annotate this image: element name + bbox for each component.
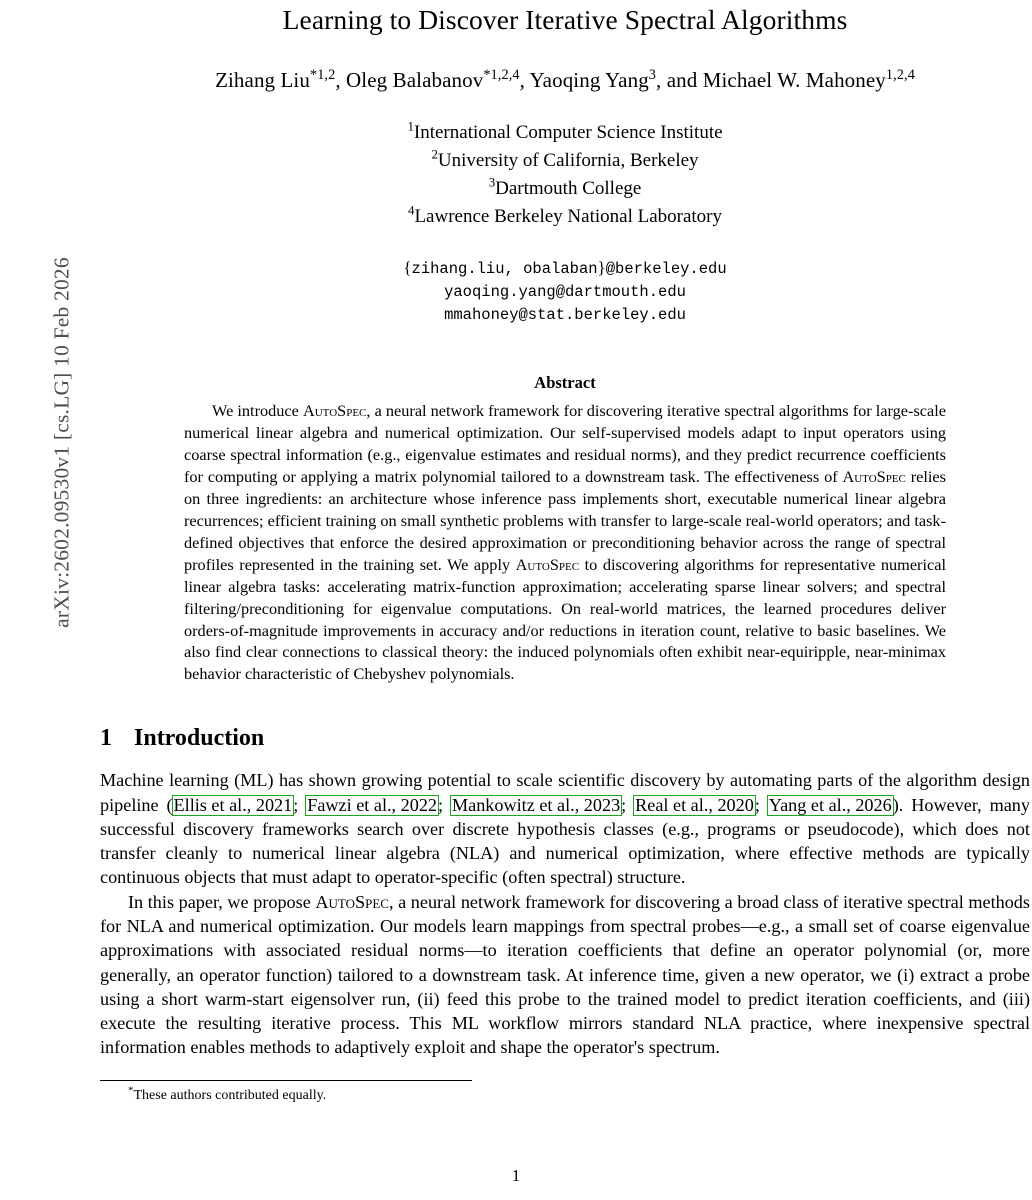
arxiv-stamp: arXiv:2602.09530v1 [cs.LG] 10 Feb 2026 xyxy=(49,257,74,628)
affiliation-3-name: Dartmouth College xyxy=(495,177,642,199)
affiliation-2-name: University of California, Berkeley xyxy=(437,149,699,171)
text-run: We introduce xyxy=(212,401,303,421)
abstract-block xyxy=(184,373,946,685)
affiliation-4 xyxy=(100,203,1030,231)
email-line-3: mmahoney@stat.berkeley.edu xyxy=(444,306,686,325)
email-line-2: yaoqing.yang@dartmouth.edu xyxy=(444,282,686,301)
footnote-text: These authors contributed equally. xyxy=(133,1087,327,1103)
affiliation-3-num: 3 xyxy=(488,174,496,190)
brace-open: { xyxy=(403,257,412,277)
page-title: Learning to Discover Iterative Spectral Algorithms xyxy=(282,4,848,35)
paper-content xyxy=(100,0,1030,1105)
email-group-domain: @berkeley.edu xyxy=(605,259,727,278)
author-4-marks: 1,2,4 xyxy=(885,67,915,83)
citation-link[interactable]: Fawzi et al., 2022 xyxy=(307,794,438,815)
affiliation-2-num: 2 xyxy=(431,146,438,162)
paragraph-intro-2 xyxy=(100,890,1030,1060)
author-4-name: Michael W. Mahoney xyxy=(702,68,886,92)
term-autospec: AutoSpec xyxy=(315,891,389,912)
citation-link[interactable]: Ellis et al., 2021 xyxy=(173,794,293,815)
affiliation-1 xyxy=(100,119,1030,147)
footnote-marker: * xyxy=(128,1084,134,1097)
text-run: relies on three ingredients: an architecture whose inference pass implements short, executable numerical linear algebra recurrences; efficient training on small synthetic problems with transfer to large-scale real-world operators; and task-defined objectives that enforce the desired approximation or preconditioning behavior across the range of spectral profiles represented in the training set. We apply xyxy=(184,467,946,574)
term-autospec: AutoSpec xyxy=(302,401,367,421)
author-list: Zihang Liu$^{*1,2}$, Oleg Balabanov$^{*1,2,4}$, Yaoqing Yang$^3$, and Michael W. Mahoney$^{1,2,4}$ xyxy=(215,67,915,92)
page-number: 1 xyxy=(511,1166,521,1185)
text-run: to discovering algorithms for representative numerical linear algebra tasks: accelerating matrix-function approximation; accelerating sparse linear solvers; and spectral filtering/preconditioning for eigenvalue computations. On real-world matrices, the learned procedures deliver orders-of-magnitude improvements in accuracy and/or reductions in iteration count, relative to basic baselines. We also find clear connections to classical theory: the induced polynomials often exhibit near-equiripple, near-minimax behavior characteristic of Chebyshev polynomials. xyxy=(184,554,946,684)
brace-close: } xyxy=(597,257,606,277)
abstract-text xyxy=(184,400,946,685)
email-group-names: zihang.liu, obalaban xyxy=(411,259,598,278)
paragraph-intro-1 xyxy=(100,768,1030,889)
footnote-divider xyxy=(100,1080,472,1081)
affiliation-4-name: Lawrence Berkeley National Laboratory xyxy=(414,205,722,227)
text-run: ; xyxy=(754,794,768,815)
affiliation-3 xyxy=(100,175,1030,203)
text-run: ; xyxy=(621,794,635,815)
term-autospec: AutoSpec xyxy=(842,467,906,487)
section-heading-introduction xyxy=(100,725,1030,752)
section-number: 1 xyxy=(100,725,112,752)
section-title: Introduction xyxy=(134,725,265,752)
text-run: ). However, many successful discovery frameworks search over discrete hypothesis classes (e.g., programs or pseudocode), which does not transfer cleanly to numerical linear algebra (NLA) and numerical optimization, where effective methods are typically continuous objects that must adapt to operator-specific (often spectral) structure. xyxy=(100,794,1030,888)
affiliation-4-num: 4 xyxy=(408,202,415,218)
text-run: In this paper, we propose xyxy=(128,891,316,912)
email-line-1 xyxy=(100,255,1030,281)
author-1-marks: *1,2 xyxy=(309,67,336,83)
abstract-heading: Abstract xyxy=(534,373,596,393)
text-run: ; xyxy=(438,794,451,815)
footnote xyxy=(100,1084,1030,1105)
author-3-marks: 3 xyxy=(648,67,657,83)
citation-link[interactable]: Real et al., 2020 xyxy=(635,794,754,815)
text-run: , a neural network framework for discovering iterative spectral algorithms for large-scale numerical linear algebra and numerical optimization. Our self-supervised models adapt to input operators using coarse spectral information (e.g., eigenvalue estimates and residual norms), and they predict recurrence coefficients for computing or applying a matrix polynomial tailored to a downstream task. The effectiveness of xyxy=(184,401,946,487)
affiliation-2 xyxy=(100,147,1030,175)
author-2-marks: *1,2,4 xyxy=(483,67,520,83)
term-autospec: AutoSpec xyxy=(515,554,580,574)
affiliation-1-name: International Computer Science Institute xyxy=(413,122,723,143)
affiliation-1-num: 1 xyxy=(407,118,414,134)
text-run: , a neural network framework for discovering a broad class of iterative spectral methods for NLA and numerical optimization. Our models learn mappings from spectral probes—e.g., a small set of coarse eigenvalue approximations with associated residual norms—to iteration coefficients that define an operator polynomial (or, more generally, an operator function) tailored to a downstream task. At inference time, given a new operator, we (i) extract a probe using a short warm-start eigensolver run, (ii) feed this probe to the trained model to predict iteration coefficients, and (iii) execute the resulting iterative process. This ML workflow mirrors standard NLA practice, where inexpensive spectral information enables methods to adaptively exploit and shape the operator's spectrum. xyxy=(100,891,1030,1058)
affiliation-list xyxy=(100,119,1030,231)
citation-link[interactable]: Mankowitz et al., 2023 xyxy=(451,794,621,815)
author-2-name: Oleg Balabanov xyxy=(346,68,484,92)
citation-link[interactable]: Yang et al., 2026 xyxy=(768,794,892,815)
email-block xyxy=(100,255,1030,328)
text-run: ; xyxy=(293,794,307,815)
text-run: Machine learning (ML) has shown growing potential to scale scientific discovery by automating parts of the algorithm design pipeline ( xyxy=(100,770,1030,815)
author-3-name: Yaoqing Yang xyxy=(529,68,649,92)
author-1-name: Zihang Liu xyxy=(215,68,310,92)
